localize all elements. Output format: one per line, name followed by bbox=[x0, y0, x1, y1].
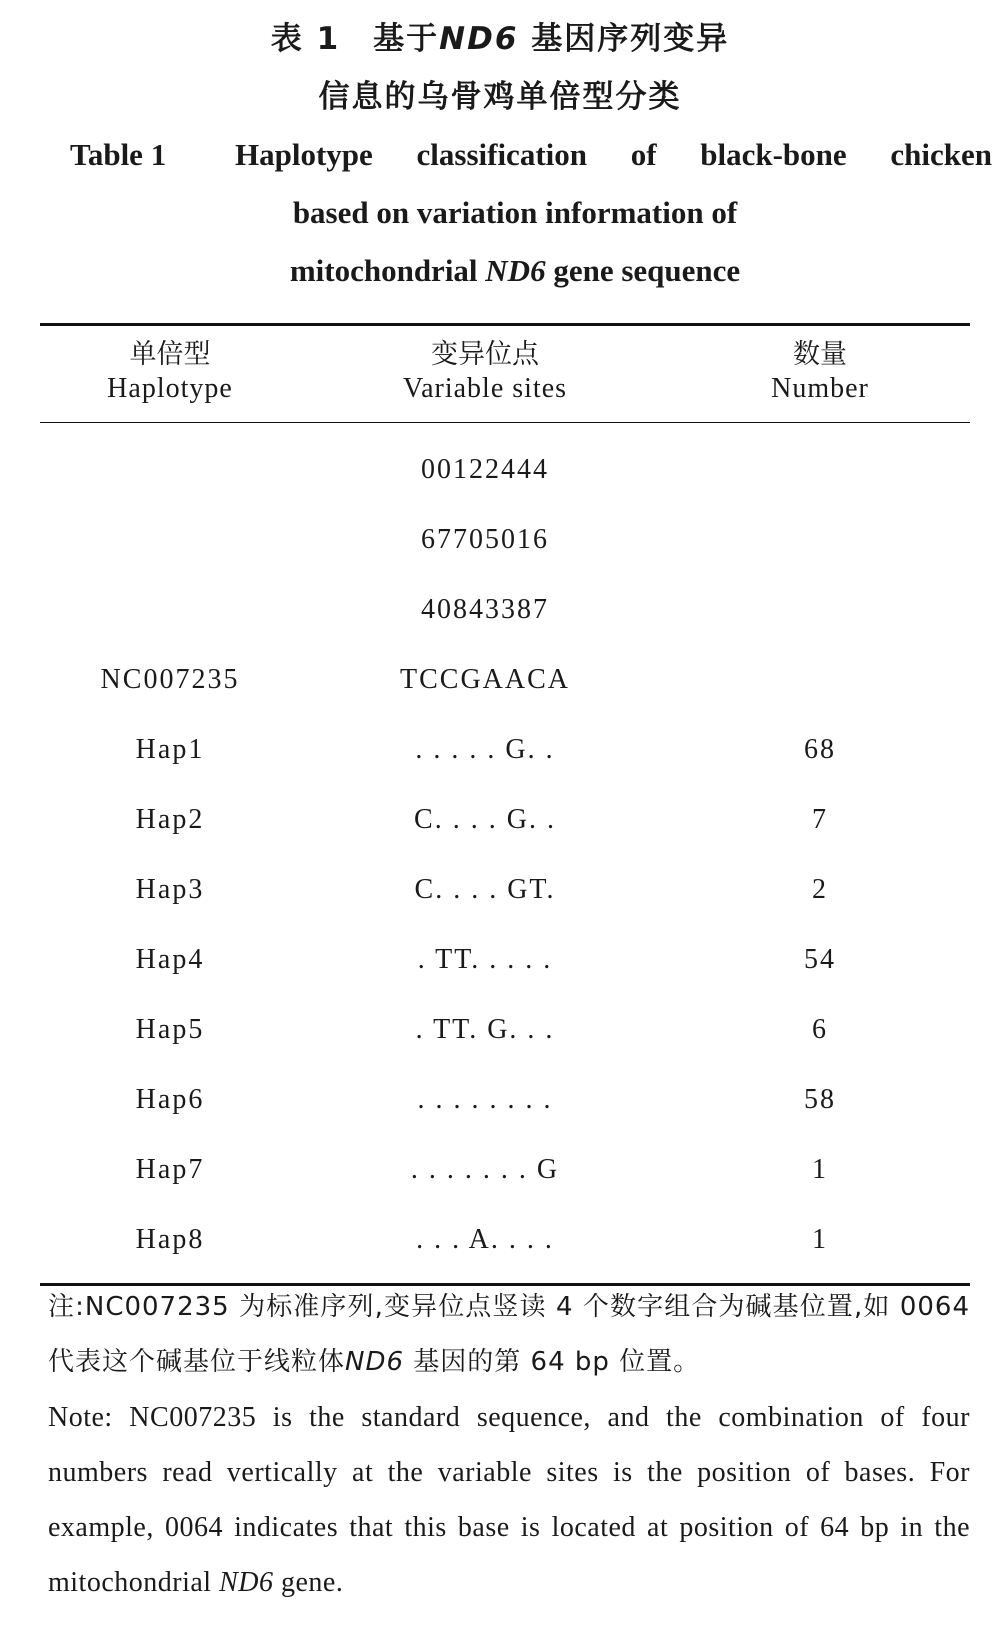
table-row: Hap5 . TT. G. . . 6 bbox=[135, 1014, 828, 1045]
footnote-en: Note: NC007235 is the standard sequence, and the combination of four numbers read vertically at the variable sites is the position of bases. For example, 0064 indicates that this base is located at position of 64 bp in the mitochondrial ND6 gene. bbox=[48, 1402, 970, 1598]
table-row: Hap6 . . . . . . . . 58 bbox=[135, 1084, 836, 1115]
caption-cn-line1: 表 1 基于ND6 基因序列变异 bbox=[270, 21, 730, 57]
header-number: 数量 Number bbox=[771, 339, 869, 404]
caption-en-label: Table 1 bbox=[70, 137, 167, 172]
table-caption bbox=[0, 10, 1000, 300]
table-row: Hap7 . . . . . . . G 1 bbox=[135, 1154, 828, 1185]
caption-cn-line2: 信息的乌骨鸡单倍型分类 bbox=[318, 79, 682, 115]
table-footnote bbox=[48, 1280, 970, 1610]
caption-en-line2: based on variation information of bbox=[292, 195, 738, 230]
table-header-row bbox=[40, 325, 970, 423]
position-row bbox=[40, 505, 970, 575]
table-row: Hap2 C. . . . G. . 7 bbox=[135, 804, 828, 835]
haplotype-table bbox=[40, 323, 970, 1286]
reference-sites: TCCGAACA bbox=[399, 664, 570, 695]
position-digits: 40843387 bbox=[421, 594, 549, 625]
footnote-cn: 注:NC007235 为标准序列,变异位点竖读 4 个数字组合为碱基位置,如 0064 代表这个碱基位于线粒体ND6 基因的第 64 bp 位置。 bbox=[48, 1292, 970, 1377]
reference-name: NC007235 bbox=[100, 664, 240, 695]
position-row bbox=[40, 575, 970, 645]
header-variable-sites: 变异位点 Variable sites bbox=[402, 339, 568, 404]
table-row: Hap8 . . . A. . . . 1 bbox=[40, 1205, 970, 1285]
caption-en-line3: mitochondrial ND6 gene sequence bbox=[289, 253, 741, 288]
caption-en-line1 bbox=[70, 126, 1000, 184]
position-row bbox=[40, 423, 970, 506]
position-digits: 67705016 bbox=[421, 524, 549, 555]
caption-en-title: Haplotype classification of black-bone chicken bbox=[235, 137, 992, 172]
reference-row bbox=[40, 645, 970, 715]
table-row: Hap4 . TT. . . . . 54 bbox=[135, 944, 836, 975]
table-row: Hap1 . . . . . G. . 68 bbox=[135, 734, 836, 765]
position-digits: 00122444 bbox=[421, 454, 549, 485]
header-haplotype: 单倍型 Haplotype bbox=[107, 339, 233, 404]
table-row: Hap3 C. . . . GT. 2 bbox=[135, 874, 828, 905]
